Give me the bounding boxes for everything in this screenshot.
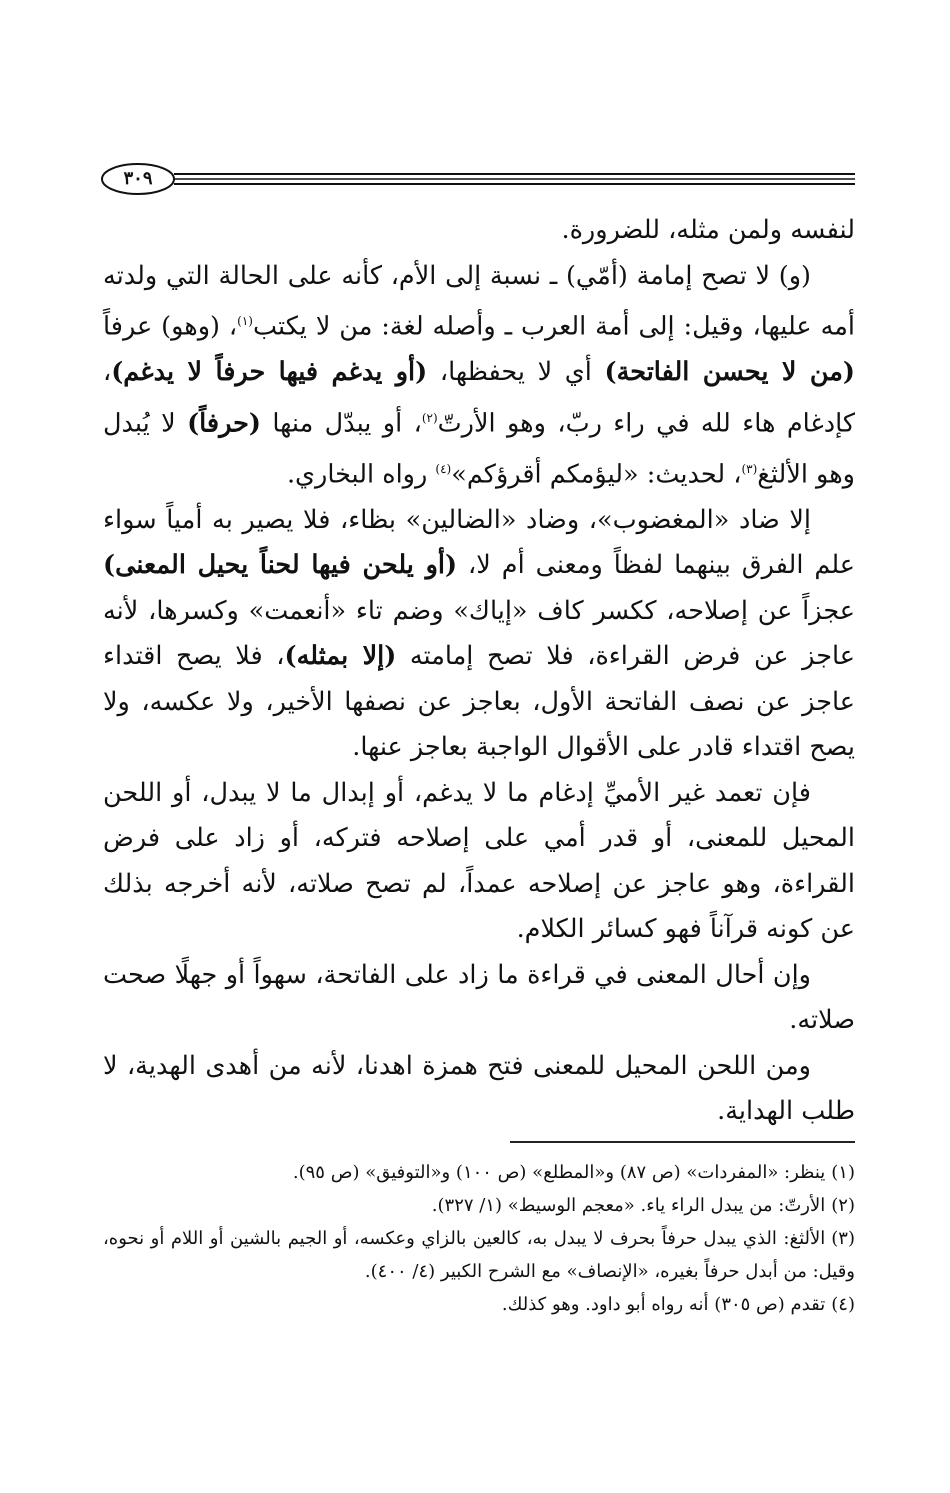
paragraph bbox=[103, 953, 855, 1044]
text-run: عجزاً عن إصلاحه، ككسر كاف «إياك» وضم تاء «أنعمت» وكسرها، لأنه عاجز عن فرض القراءة، فلا تصح إمامته bbox=[103, 595, 855, 671]
paragraph bbox=[103, 498, 855, 771]
paragraph-text: وإن أحال المعنى في قراءة ما زاد على الفاتحة، سهواً أو جهلًا صحت صلاته. bbox=[103, 959, 855, 1035]
footnote-number: (١) bbox=[831, 1162, 855, 1183]
text-run: أي لا يحفظها، bbox=[427, 357, 605, 387]
text-run: ، كإدغام هاء لله في راء ربّ، وهو الأرتّ bbox=[103, 357, 855, 438]
footnote-text: تقدم (ص ٣٠٥) أنه رواه أبو داود. وهو كذلك. bbox=[501, 1294, 826, 1315]
footnote-separator bbox=[510, 1141, 855, 1143]
bold-text: (أو يلحن فيها لحناً يحيل المعنى) bbox=[103, 550, 458, 580]
footnote-ref[interactable]: (٢) bbox=[421, 410, 438, 425]
footnote-1 bbox=[103, 1156, 855, 1189]
paragraph bbox=[103, 1044, 855, 1135]
footnote-2 bbox=[103, 1189, 855, 1222]
footnote-ref[interactable]: (١) bbox=[237, 314, 253, 328]
footnote-text: الأرتّ: من يبدل الراء ياء. «معجم الوسيط» (١/ ٣٢٧). bbox=[431, 1195, 826, 1216]
footnote-number: (٤) bbox=[831, 1294, 855, 1315]
footnote-number: (٢) bbox=[831, 1195, 855, 1216]
main-text bbox=[103, 208, 855, 1135]
paragraph bbox=[103, 771, 855, 953]
text-run: ، لحديث: «ليؤمكم أقرؤكم» bbox=[451, 459, 742, 489]
footnote-text: الألثغ: الذي يبدل حرفاً بحرف لا يبدل به، كالعين بالزاي وعكسه، أو الجيم بالشين أو اللام أو نحوه، وقيل: من أبدل حرفاً بغيره، «الإنصاف» مع الشرح الكبير (٤/ ٤٠٠). bbox=[103, 1228, 855, 1282]
bold-text: (حرفاً) bbox=[187, 408, 261, 438]
text-run: لا يُبدل وهو الألثغ bbox=[103, 408, 855, 489]
footnote-4 bbox=[103, 1288, 855, 1321]
text-run: (و) لا تصح إمامة (أمّي) ـ نسبة إلى الأم، كأنه على الحالة التي ولدته أمه عليها، وقيل: إلى أمة العرب ـ وأصله لغة: من لا يكتب bbox=[103, 260, 855, 342]
footnotes bbox=[103, 1156, 855, 1321]
paragraph-text: فإن تعمد غير الأميِّ إدغام ما لا يدغم، أو إبدال ما لا يبدل، أو اللحن المحيل للمعنى، أو قدر أمي على إصلاحه فتركه، أو زاد على فرض القراءة، وهو عاجز عن إصلاحه عمداً، لم تصح صلاته، لأنه أخرجه بذلك عن كونه قرآناً فهو كسائر الكلام. bbox=[103, 777, 855, 944]
footnote-number: (٣) bbox=[831, 1228, 855, 1249]
page-header bbox=[95, 162, 855, 196]
text-run: ، (وهو) عرفاً bbox=[103, 311, 238, 342]
text-run: ، أو يبدّل منها bbox=[261, 408, 422, 438]
page-number: ٣٠٩ bbox=[123, 168, 153, 189]
header-ornament bbox=[95, 162, 855, 196]
paragraph bbox=[103, 254, 855, 498]
text-run: رواه البخاري. bbox=[286, 459, 436, 489]
bold-text: (من لا يحسن الفاتحة) bbox=[604, 357, 855, 387]
footnote-ref[interactable]: (٤) bbox=[435, 461, 452, 476]
paragraph bbox=[103, 208, 855, 254]
footnote-text: ينظر: «المفردات» (ص ٨٧) و«المطلع» (ص ١٠٠) و«التوفيق» (ص ٩٥). bbox=[292, 1162, 826, 1183]
paragraph-text: لنفسه ولمن مثله، للضرورة. bbox=[561, 215, 855, 245]
paragraph-text: ومن اللحن المحيل للمعنى فتح همزة اهدنا، لأنه من أهدى الهدية، لا طلب الهداية. bbox=[103, 1050, 855, 1126]
text-run: إلا ضاد «المغضوب»، وضاد «الضالين» بظاء، فلا يصير به أمياً سواء علم الفرق بينهما لفظاً ومعنى أم لا، bbox=[103, 504, 855, 580]
bold-text: (إلا بمثله) bbox=[284, 641, 397, 671]
bold-text: (أو يدغم فيها حرفاً لا يدغم) bbox=[111, 357, 428, 387]
footnote-ref[interactable]: (٣) bbox=[741, 461, 758, 476]
text-run: ، فلا يصح اقتداء عاجز عن نصف الفاتحة الأول، بعاجز عن نصفها الأخير، ولا عكسه، ولا يصح اقتداء قادر على الأقوال الواجبة بعاجز عنها. bbox=[103, 641, 855, 762]
footnote-3 bbox=[103, 1222, 855, 1288]
